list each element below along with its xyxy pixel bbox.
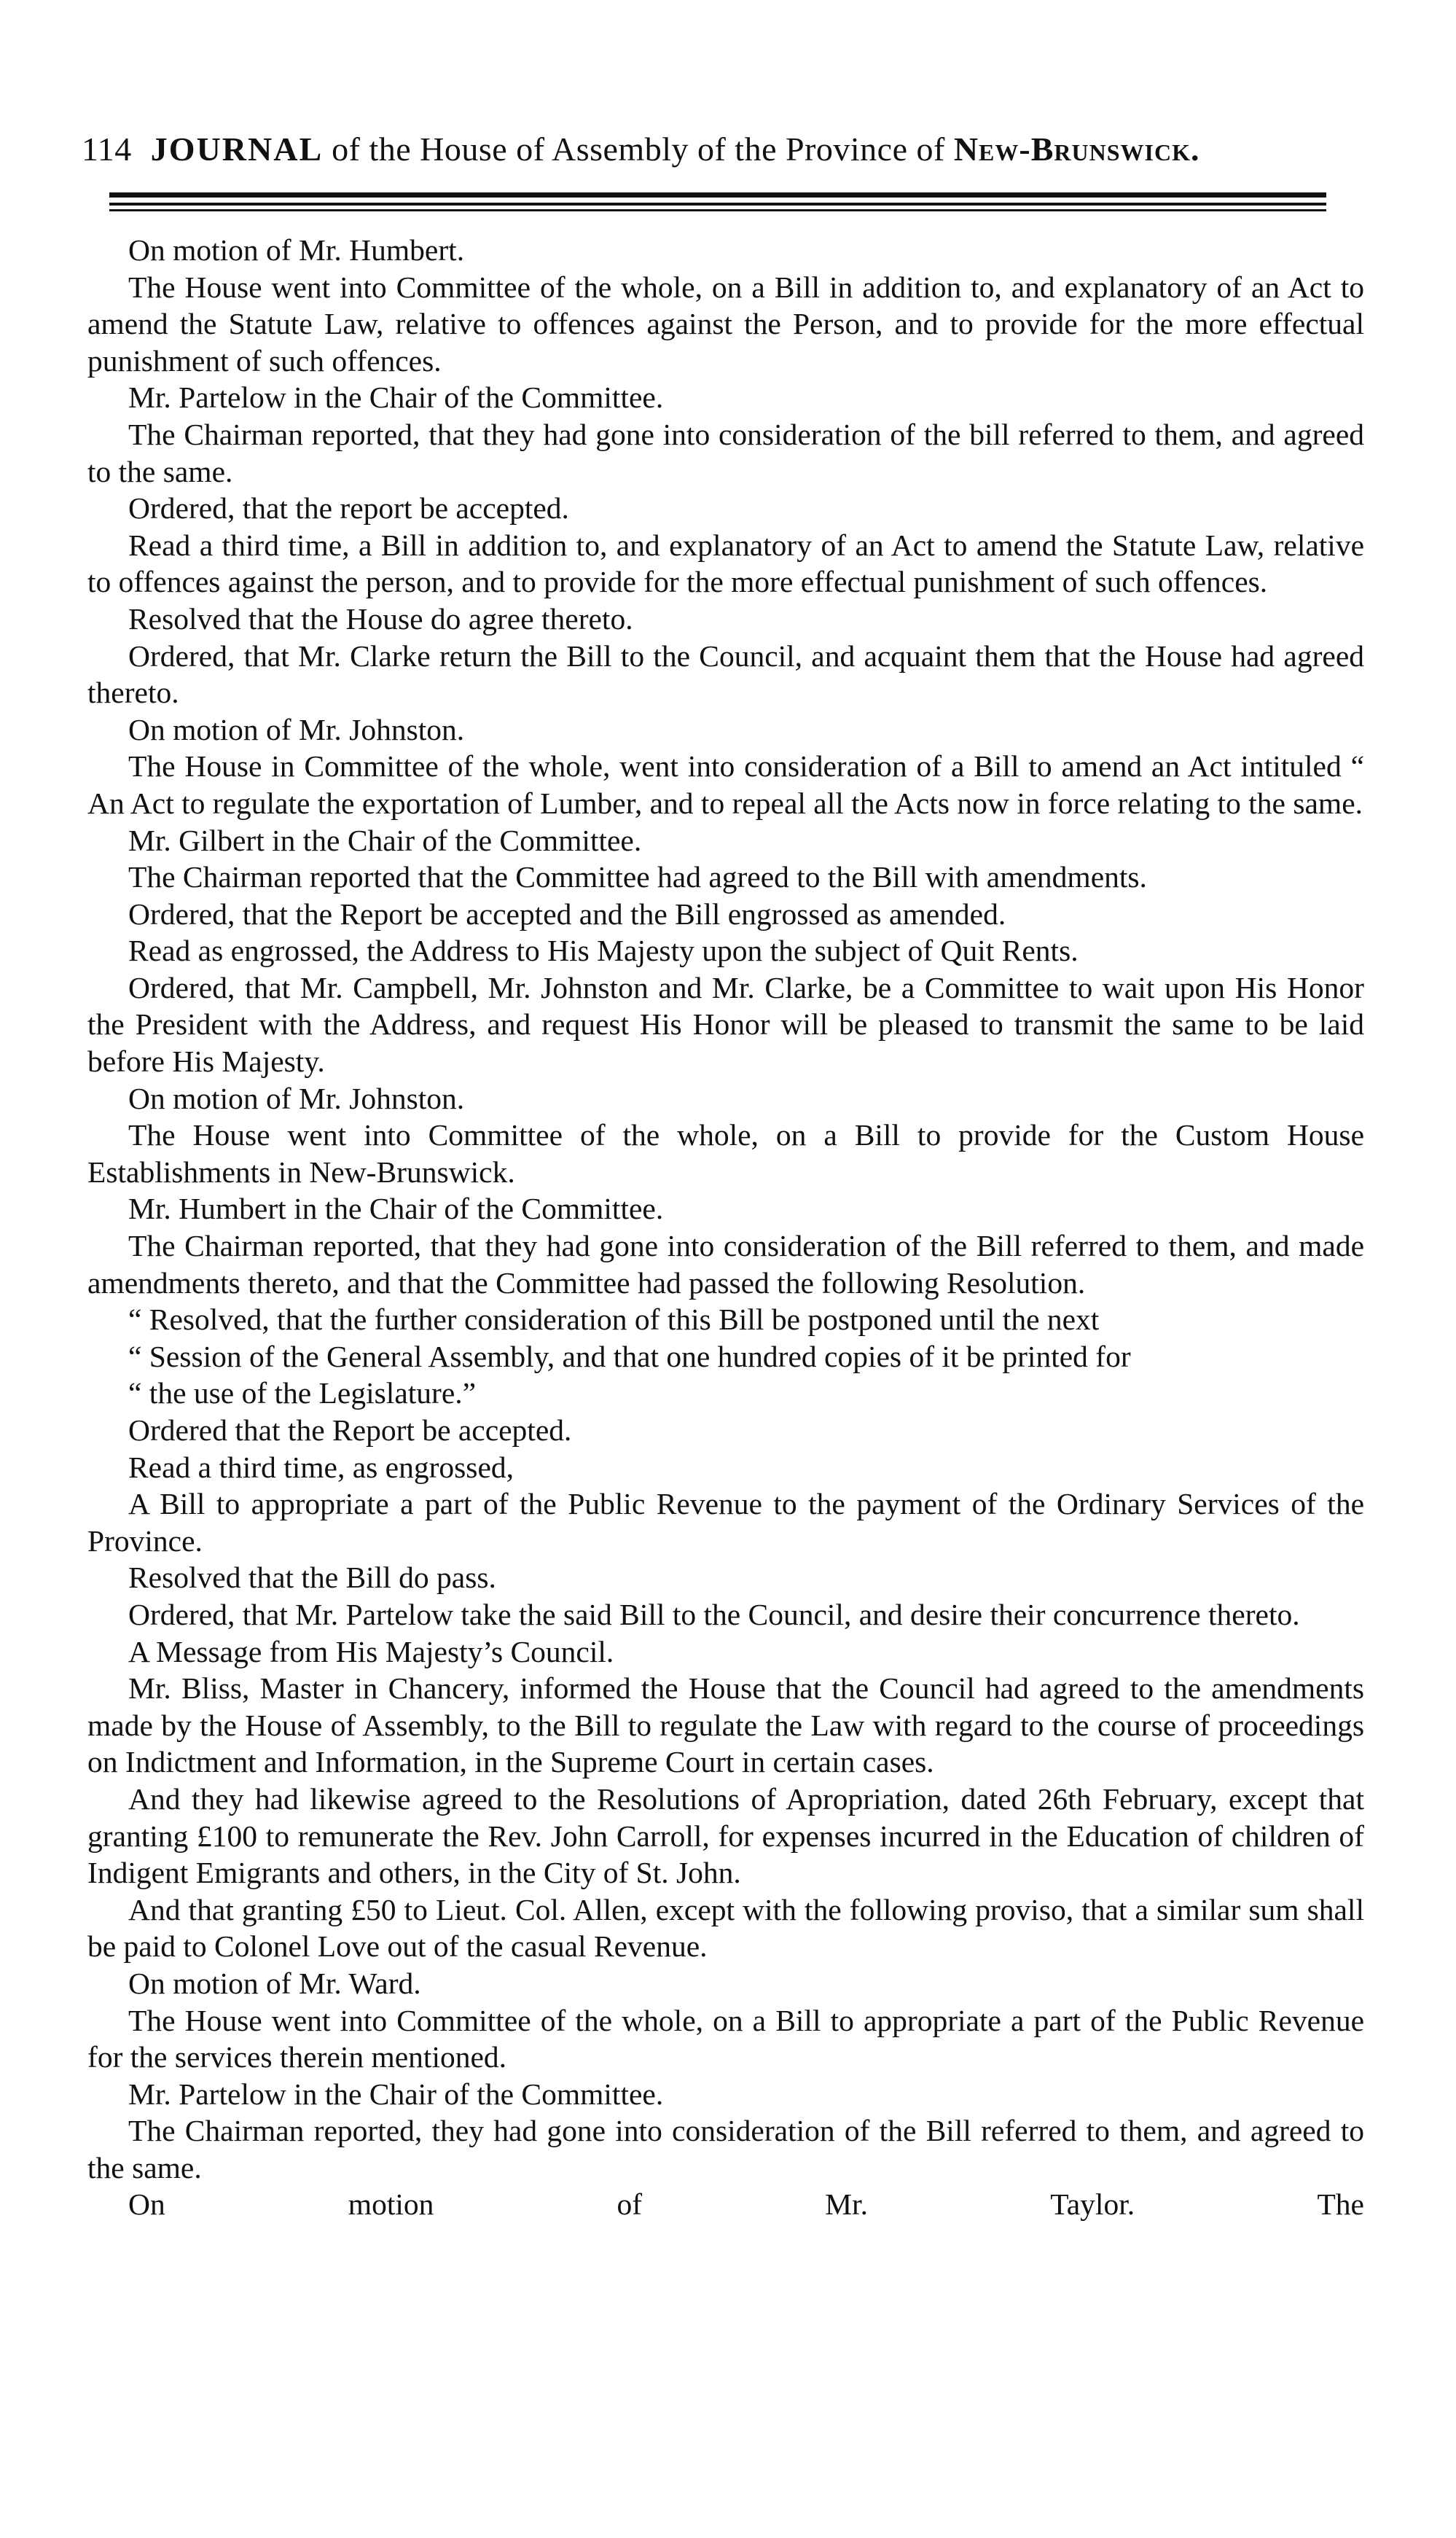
paragraph: On motion of Mr. Ward. — [128, 1966, 421, 2000]
paragraph: And they had likewise agreed to the Resolutions of Apropriation, dated 26th February, except that granting £100 to remunerate the Rev. John Carroll, for expenses incurred in the Education of children of Indigent Emigrants and others, in the City of St. John. — [87, 1781, 1364, 1890]
paragraph: A Bill to appropriate a part of the Public Revenue to the payment of the Ordinary Services of the Province. — [87, 1487, 1364, 1558]
province-name: New-Brunswick. — [953, 130, 1200, 168]
paragraph: On motion of Mr. Humbert. — [128, 233, 465, 267]
paragraph: Ordered, that the Report be accepted and the Bill engrossed as amended. — [128, 897, 1006, 931]
quoted-resolution-line: “ the use of the Legislature.” — [128, 1376, 477, 1410]
header-rule — [109, 203, 1326, 206]
paragraph: Read a third time, as engrossed, — [128, 1450, 514, 1484]
paragraph: The House went into Committee of the whole, on a Bill to appropriate a part of the Public Revenue for the services therein mentioned. — [87, 2003, 1364, 2074]
paragraph: The House went into Committee of the whole, on a Bill to provide for the Custom House Establishments in New-Brunswick. — [87, 1118, 1364, 1189]
paragraph: Resolved that the Bill do pass. — [128, 1561, 496, 1595]
paragraph: On motion of Mr. Johnston. — [128, 712, 465, 746]
catchword: The — [1317, 2187, 1364, 2222]
final-line — [87, 2186, 1364, 2223]
paragraph: The House in Committee of the whole, went into consideration of a Bill to amend an Act intituled “ An Act to regulate the exportation of Lumber, and to repeal all the Acts now in force relating to the same. — [87, 749, 1364, 820]
page-number: 114 — [82, 130, 132, 168]
paragraph: Mr. Partelow in the Chair of the Committee. — [128, 380, 664, 415]
paragraph: Read as engrossed, the Address to His Majesty upon the subject of Quit Rents. — [128, 934, 1079, 968]
paragraph: The Chairman reported, that they had gone into consideration of the Bill referred to them, and made amendments thereto, and that the Committee had passed the following Resolution. — [87, 1229, 1364, 1300]
paragraph: Resolved that the House do agree thereto. — [128, 601, 633, 636]
paragraph: Mr. Partelow in the Chair of the Committee. — [128, 2077, 664, 2111]
quoted-resolution-line: “ Session of the General Assembly, and that one hundred copies of it be printed for — [128, 1339, 1131, 1373]
paragraph: Ordered, that Mr. Partelow take the said Bill to the Council, and desire their concurrence thereto. — [128, 1597, 1300, 1631]
paragraph: The House went into Committee of the whole, on a Bill in addition to, and explanatory of an Act to amend the Statute Law, relative to offences against the Person, and to provide for the more effectual punishment of such offences. — [87, 270, 1364, 378]
journal-body — [87, 232, 1364, 2223]
running-header — [82, 131, 1364, 168]
paragraph: Ordered, that Mr. Clarke return the Bill to the Council, and acquaint them that the House had agreed thereto. — [87, 639, 1364, 710]
paragraph: The Chairman reported that the Committee had agreed to the Bill with amendments. — [128, 860, 1147, 894]
paragraph: Mr. Bliss, Master in Chancery, informed the House that the Council had agreed to the amendments made by the House of Assembly, to the Bill to regulate the Law with regard to the course of proceedings on Indictment and Information, in the Supreme Court in certain cases. — [87, 1671, 1364, 1779]
paragraph: Ordered, that the report be accepted. — [128, 491, 569, 526]
paragraph: Mr. Humbert in the Chair of the Committee. — [128, 1192, 664, 1226]
paragraph: Ordered that the Report be accepted. — [128, 1413, 572, 1447]
paragraph: Read a third time, a Bill in addition to, and explanatory of an Act to amend the Statute Law, relative to offences against the person, and to provide for the more effectual punishment of such offences. — [87, 528, 1364, 599]
paragraph: Mr. Gilbert in the Chair of the Committee. — [128, 823, 642, 857]
header-rule — [109, 192, 1326, 198]
journal-title: JOURNAL — [150, 130, 324, 168]
paragraph: Ordered, that Mr. Campbell, Mr. Johnston and Mr. Clarke, be a Committee to wait upon His Honor the President with the Address, and request His Honor will be pleased to transmit the same to be laid before His Majesty. — [87, 970, 1364, 1079]
paragraph: On motion of Mr. Johnston. — [128, 1081, 465, 1115]
paragraph: The Chairman reported, that they had gone into consideration of the bill referred to them, and agreed to the same. — [87, 417, 1364, 488]
header-rule — [109, 209, 1326, 211]
final-line-text: On motion of Mr. Taylor. — [128, 2187, 1135, 2222]
header-text: of the House of Assembly of the Province of — [332, 130, 945, 168]
paragraph: The Chairman reported, they had gone into consideration of the Bill referred to them, and agreed to the same. — [87, 2114, 1364, 2184]
quoted-resolution-line: “ Resolved, that the further consideration of this Bill be postponed until the next — [128, 1303, 1100, 1337]
paragraph: A Message from His Majesty’s Council. — [128, 1634, 614, 1668]
paragraph: And that granting £50 to Lieut. Col. Allen, except with the following proviso, that a similar sum shall be paid to Colonel Love out of the casual Revenue. — [87, 1892, 1364, 1964]
